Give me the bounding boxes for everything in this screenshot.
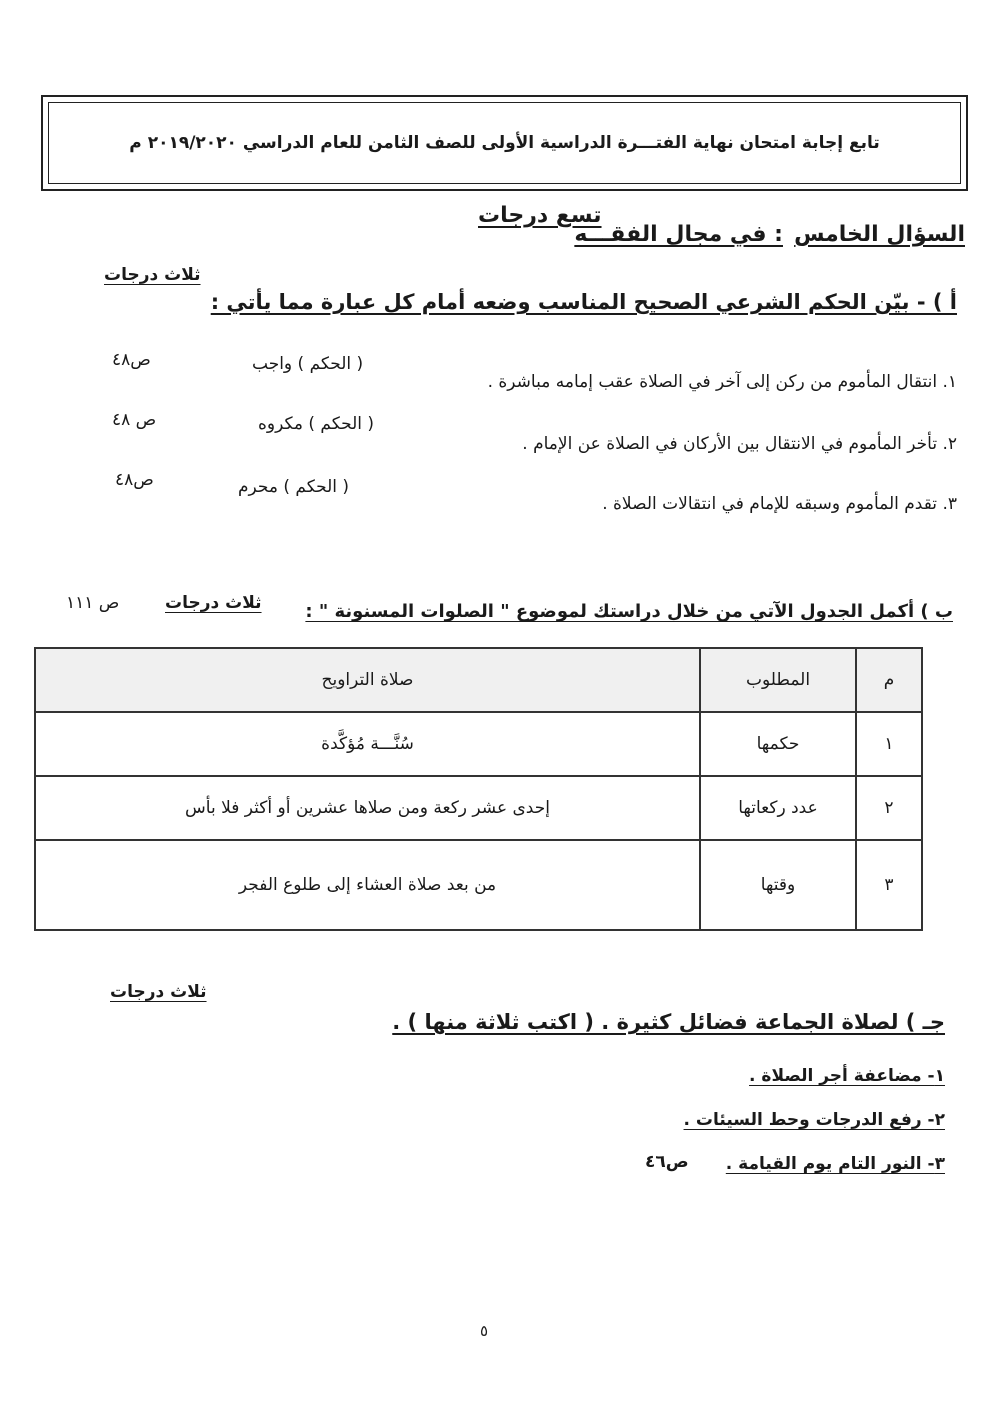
header-box (41, 95, 968, 191)
table-row (35, 776, 922, 840)
table-header-index: م (856, 648, 922, 712)
table-row (35, 840, 922, 930)
part-b-ref: ص ١١١ (66, 593, 120, 613)
part-a-marks: ثلاث درجات (104, 265, 201, 285)
part-b-instruction-wrap (305, 601, 953, 622)
table-cell-index: ٢ (856, 776, 922, 840)
part-a-item-3-text: ٣. تقدم المأموم وسبقه للإمام في انتقالات الصلاة . (602, 494, 957, 514)
part-b-marks: ثلاث درجات (165, 593, 262, 613)
part-a-item-1-ref: ص٤٨ (112, 350, 151, 370)
table-cell-answer: سُنَّـــة مُؤكَّدة (35, 712, 700, 776)
part-c-item-3: ٣- النور التام يوم القيامة . (725, 1154, 945, 1174)
question5-total-marks: تسع درجات (478, 203, 602, 228)
table-cell-index: ٣ (856, 840, 922, 930)
part-c-item-3-ref: ص٤٦ (645, 1152, 689, 1172)
part-c-item-1: ١- مضاعفة أجر الصلاة . (749, 1066, 945, 1086)
part-a-item-2-text: ٢. تأخر المأموم في الانتقال بين الأركان في الصلاة عن الإمام . (522, 434, 957, 454)
part-a-item-3-answer: ( الحكم ) محرم (238, 477, 350, 497)
part-a-item-1-text: ١. انتقال المأموم من ركن إلى آخر في الصلاة عقب إمامه مباشرة . (487, 372, 957, 392)
part-a-item-2-answer: ( الحكم ) مكروه (258, 414, 375, 434)
table-header-required: المطلوب (700, 648, 856, 712)
page-number: ٥ (480, 1322, 489, 1340)
header-inner-frame (48, 102, 961, 184)
table-cell-index: ١ (856, 712, 922, 776)
part-a-instruction: أ ) - بيّن الحكم الشرعي الصحيح المناسب وضعه أمام كل عبارة مما يأتي : (210, 290, 957, 314)
part-c-instruction: جـ ) لصلاة الجماعة فضائل كثيرة . ( اكتب ثلاثة منها ) . (392, 1010, 945, 1034)
part-c-item-2: ٢- رفع الدرجات وحط السيئات . (683, 1110, 945, 1130)
question5-label: السؤال الخامس (794, 222, 965, 247)
question5-field: : في مجال الفقـــه (574, 222, 783, 247)
exam-header-title: تابع إجابة امتحان نهاية الفتـــرة الدراسية الأولى للصف الثامن للعام الدراسي ٢٠١٩/٢٠٢٠ م (129, 133, 880, 153)
table-cell-answer: من بعد صلاة العشاء إلى طلوع الفجر (35, 840, 700, 930)
table-cell-required: حكمها (700, 712, 856, 776)
part-a-item-3-ref: ص٤٨ (115, 470, 154, 490)
table-header-prayer: صلاة التراويح (35, 648, 700, 712)
part-a-item-2-ref: ص ٤٨ (112, 410, 157, 430)
part-b-instruction: ب ) أكمل الجدول الآتي من خلال دراستك لموضوع " الصلوات المسنونة " : (305, 601, 953, 622)
table-header-row (35, 648, 922, 712)
table-row (35, 712, 922, 776)
table-cell-answer: إحدى عشر ركعة ومن صلاها عشرين أو أكثر فلا بأس (35, 776, 700, 840)
question5-heading (574, 222, 965, 247)
part-a-item-1-answer: ( الحكم ) واجب (252, 354, 364, 374)
part-c-marks: ثلاث درجات (110, 982, 207, 1002)
table-cell-required: عدد ركعاتها (700, 776, 856, 840)
table-cell-required: وقتها (700, 840, 856, 930)
tarawih-table (34, 647, 923, 931)
